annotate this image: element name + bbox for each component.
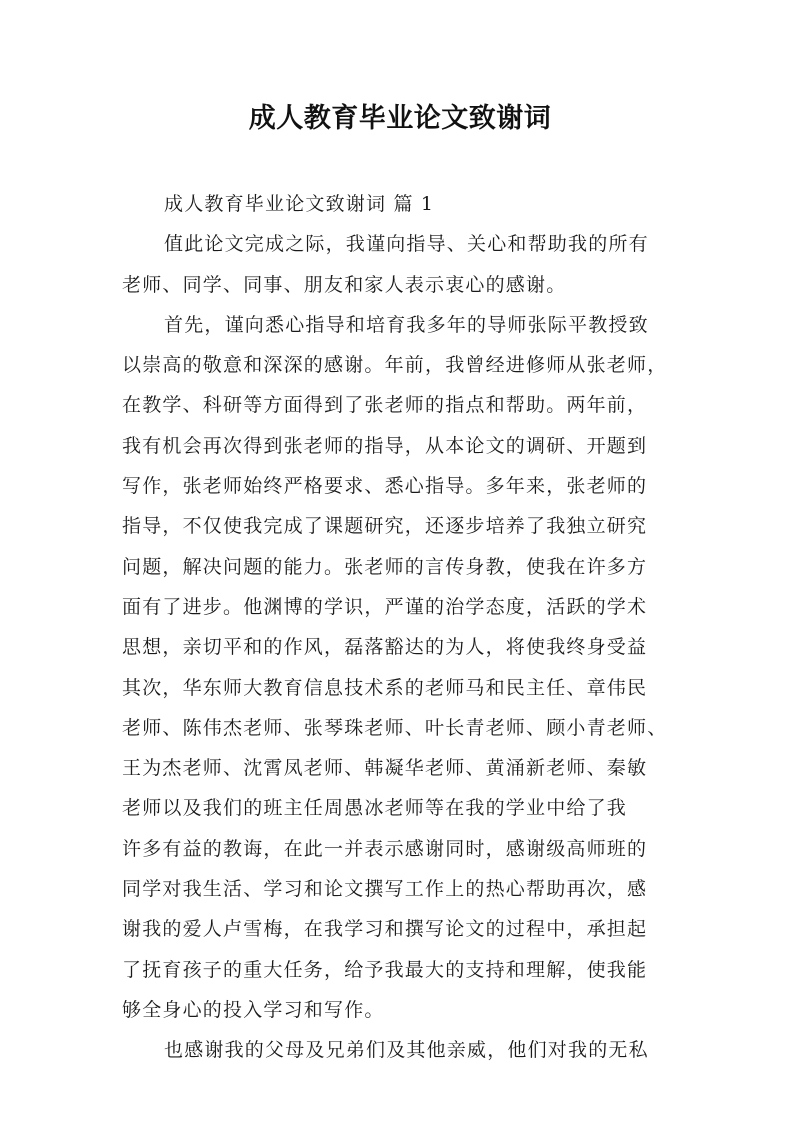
paragraph-line: 首先，谨向悉心指导和培育我多年的导师张际平教授致: [164, 313, 649, 336]
paragraph-line: 在教学、科研等方面得到了张老师的指点和帮助。两年前，: [122, 394, 648, 417]
paragraph-line: 思想，亲切平和的作风，磊落豁达的为人，将使我终身受益: [122, 636, 648, 659]
paragraph-line: 许多有益的教诲，在此一并表示感谢同时，感谢级高师班的: [122, 837, 648, 860]
paragraph-line: 老师、陈伟杰老师、张琴珠老师、叶长青老师、顾小青老师、: [122, 716, 668, 739]
paragraph-line: 同学对我生活、学习和论文撰写工作上的热心帮助再次，感: [122, 878, 648, 901]
paragraph-line: 以崇高的敬意和深深的感谢。年前，我曾经进修师从张老师，: [122, 354, 668, 377]
section-heading: 成人教育毕业论文致谢词 篇 1: [164, 193, 435, 215]
paragraph-line: 老师以及我们的班主任周愚冰老师等在我的学业中给了我: [122, 797, 628, 820]
paragraph-line: 王为杰老师、沈霄凤老师、韩凝华老师、黄涌新老师、秦敏: [122, 757, 648, 780]
paragraph-line: 指导，不仅使我完成了课题研究，还逐步培养了我独立研究: [122, 515, 648, 538]
paragraph-line: 了抚育孩子的重大任务，给予我最大的支持和理解，使我能: [122, 958, 648, 981]
paragraph-line: 我有机会再次得到张老师的指导，从本论文的调研、开题到: [122, 434, 648, 457]
document-body: [122, 184, 678, 1071]
paragraph-line: 谢我的爱人卢雪梅，在我学习和撰写论文的过程中，承担起: [122, 918, 648, 941]
paragraph-line: 其次，华东师大教育信息技术系的老师马和民主任、章伟民: [122, 676, 648, 699]
paragraph-line: 值此论文完成之际，我谨向指导、关心和帮助我的所有: [164, 233, 649, 256]
paragraph-line: 问题，解决问题的能力。张老师的言传身教，使我在许多方: [122, 555, 648, 578]
paragraph-line: 老师、同学、同事、朋友和家人表示衷心的感谢。: [122, 273, 567, 296]
paragraph-line: 写作，张老师始终严格要求、悉心指导。多年来，张老师的: [122, 475, 648, 498]
paragraph-line: 够全身心的投入学习和写作。: [122, 998, 385, 1021]
paragraph-line: 也感谢我的父母及兄弟们及其他亲威，他们对我的无私: [164, 1039, 649, 1062]
paragraph-line: 面有了进步。他渊博的学识，严谨的治学态度，活跃的学术: [122, 595, 648, 618]
document-title: 成人教育毕业论文致谢词: [248, 103, 552, 134]
